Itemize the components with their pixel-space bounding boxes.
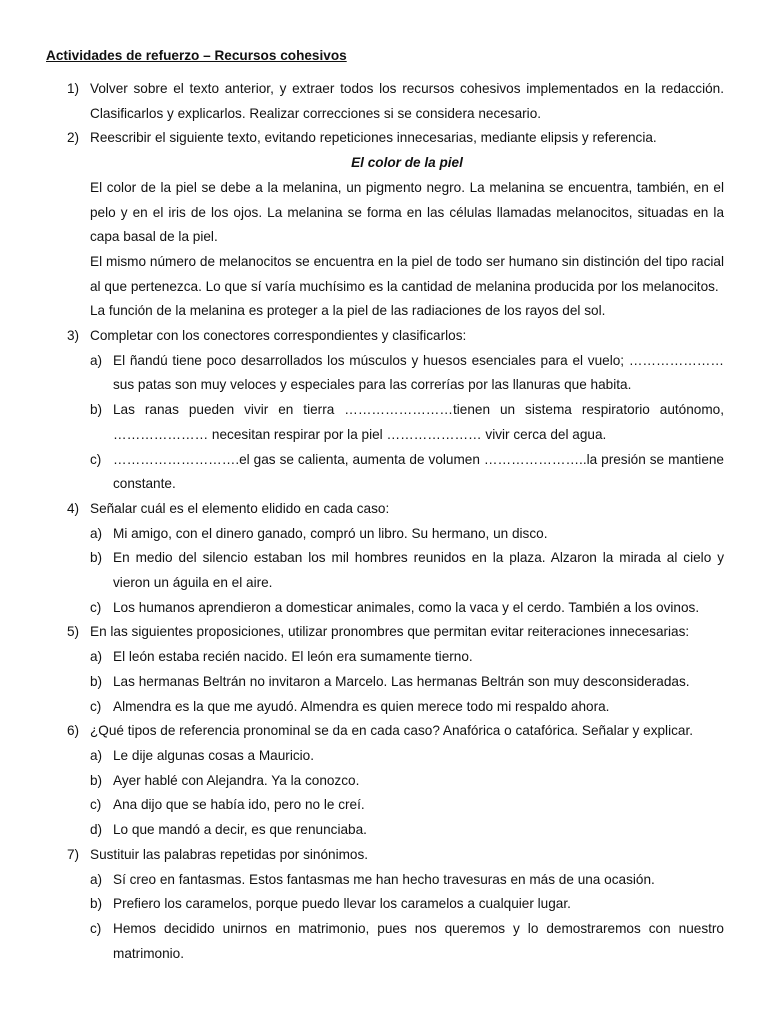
activity-instruction: Reescribir el siguiente texto, evitando repeticiones innecesarias, mediante elipsis y referencia.: [90, 130, 657, 146]
activity-item: [46, 620, 724, 719]
sub-item: [90, 868, 724, 893]
text-paragraph: La función de la melanina es proteger a la piel de las radiaciones de los rayos del sol.: [90, 303, 606, 319]
sub-item-text: Prefiero los caramelos, porque puedo llevar los caramelos a cualquier lugar.: [113, 896, 571, 912]
sub-item-text: Sí creo en fantasmas. Estos fantasmas me han hecho travesuras en más de una ocasión.: [113, 871, 655, 887]
sub-item: [90, 744, 724, 769]
sub-item-letter: b): [90, 772, 103, 788]
sub-item-letter: d): [90, 822, 103, 838]
sub-item-letter: b): [90, 896, 103, 912]
sub-item-text: Lo que mandó a decir, es que renunciaba.: [113, 822, 367, 838]
sub-item-letter: b): [90, 550, 103, 566]
text-paragraph: El mismo número de melanocitos se encuentra en la piel de todo ser humano sin distinción del tipo racial al que pertenezca. Lo que sí varía muchísimo es la cantidad de melanina producida por los melanocitos.: [90, 253, 724, 294]
sub-item: [90, 522, 724, 547]
document-title: Actividades de refuerzo – Recursos cohesivos: [46, 48, 347, 63]
sub-item-text: Ana dijo que se había ido, pero no le creí.: [113, 797, 365, 813]
sub-item: [90, 349, 724, 398]
sub-item-text: Las hermanas Beltrán no invitaron a Marcelo. Las hermanas Beltrán son muy desconsideradas.: [113, 673, 690, 689]
sub-item-list: [90, 349, 724, 497]
activity-number: 4): [67, 500, 80, 516]
sub-item-letter: a): [90, 525, 103, 541]
sub-item: [90, 596, 724, 621]
sub-item-text: En medio del silencio estaban los mil hombres reunidos en la plaza. Alzaron la mirada al cielo y vieron un águila en el aire.: [113, 550, 724, 591]
activity-number: 2): [67, 130, 80, 146]
sub-item-text: Ayer hablé con Alejandra. Ya la conozco.: [113, 772, 360, 788]
activity-number: 7): [67, 846, 80, 862]
activity-list: [46, 77, 724, 966]
activity-number: 3): [67, 328, 80, 344]
sub-item: [90, 670, 724, 695]
sub-item-text: Mi amigo, con el dinero ganado, compró un libro. Su hermano, un disco.: [113, 525, 548, 541]
sub-item-letter: c): [90, 797, 102, 813]
sub-item-text: El ñandú tiene poco desarrollados los músculos y huesos esenciales para el vuelo; ………………… sus patas son muy veloces y especiales para las correrías por las llanuras que habita.: [113, 352, 724, 393]
sub-item-list: [90, 868, 724, 967]
sub-item-text: Hemos decidido unirnos en matrimonio, pues nos queremos y lo demostraremos con nuestro matrimonio.: [113, 920, 724, 961]
sub-item: [90, 917, 724, 966]
sub-item: [90, 892, 724, 917]
activity-item: [46, 843, 724, 967]
sub-item-letter: c): [90, 698, 102, 714]
sub-item-letter: b): [90, 673, 103, 689]
sub-item: [90, 695, 724, 720]
sub-item-list: [90, 744, 724, 843]
sub-item-list: [90, 645, 724, 719]
sub-item-letter: b): [90, 402, 103, 418]
sub-item-letter: c): [90, 599, 102, 615]
sub-item-text: El león estaba recién nacido. El león era sumamente tierno.: [113, 649, 473, 665]
activity-instruction: Completar con los conectores correspondientes y clasificarlos:: [90, 328, 467, 344]
document-page: [46, 44, 724, 966]
sub-item: [90, 398, 724, 447]
sub-item-letter: a): [90, 649, 103, 665]
activity-number: 1): [67, 81, 80, 96]
sub-item: [90, 818, 724, 843]
activity-instruction: Volver sobre el texto anterior, y extraer todos los recursos cohesivos implementados en la redacción. Clasificarlos y explicarlos. Realizar correcciones si se considera necesario.: [90, 81, 724, 121]
sub-item: [90, 793, 724, 818]
sub-item-letter: a): [90, 871, 103, 887]
sub-item-list: [90, 522, 724, 621]
sub-item-letter: c): [90, 451, 102, 467]
activity-instruction: ¿Qué tipos de referencia pronominal se da en cada caso? Anafórica o catafórica. Señalar y explicar.: [90, 723, 694, 739]
activity-item: [46, 77, 724, 126]
sub-item-text: Las ranas pueden vivir en tierra ……………………tienen un sistema respiratorio autónomo, ………………… necesitan respirar por la piel ………………… vivir cerca del agua.: [113, 402, 724, 442]
activity-number: 6): [67, 723, 80, 739]
activity-instruction: Señalar cuál es el elemento elidido en cada caso:: [90, 500, 390, 516]
text-subtitle: El color de la piel: [351, 155, 463, 171]
sub-item: [90, 546, 724, 595]
sub-item: [90, 769, 724, 794]
activity-instruction: Sustituir las palabras repetidas por sinónimos.: [90, 846, 369, 862]
activity-item: [46, 497, 724, 621]
sub-item-text: ……………………….el gas se calienta, aumenta de volumen …………………..la presión se mantiene constante.: [113, 451, 724, 492]
sub-item: [90, 645, 724, 670]
sub-item-letter: a): [90, 747, 103, 763]
sub-item-text: Los humanos aprendieron a domesticar animales, como la vaca y el cerdo. También a los ovinos.: [113, 599, 700, 615]
text-paragraph: El color de la piel se debe a la melanina, un pigmento negro. La melanina se encuentra, también, en el pelo y en el iris de los ojos. La melanina se forma en las células llamadas melanocitos, situadas en la capa basal de la piel.: [90, 179, 724, 245]
sub-item: [90, 448, 724, 497]
sub-item-text: Almendra es la que me ayudó. Almendra es quien merece todo mi respaldo ahora.: [113, 698, 610, 714]
activity-item: [46, 324, 724, 497]
sub-item-letter: c): [90, 920, 102, 936]
sub-item-letter: a): [90, 352, 103, 368]
activity-item: [46, 126, 724, 324]
activity-instruction: En las siguientes proposiciones, utilizar pronombres que permitan evitar reiteraciones innecesarias:: [90, 624, 690, 640]
activity-number: 5): [67, 624, 80, 640]
sub-item-text: Le dije algunas cosas a Mauricio.: [113, 747, 314, 763]
activity-item: [46, 719, 724, 843]
